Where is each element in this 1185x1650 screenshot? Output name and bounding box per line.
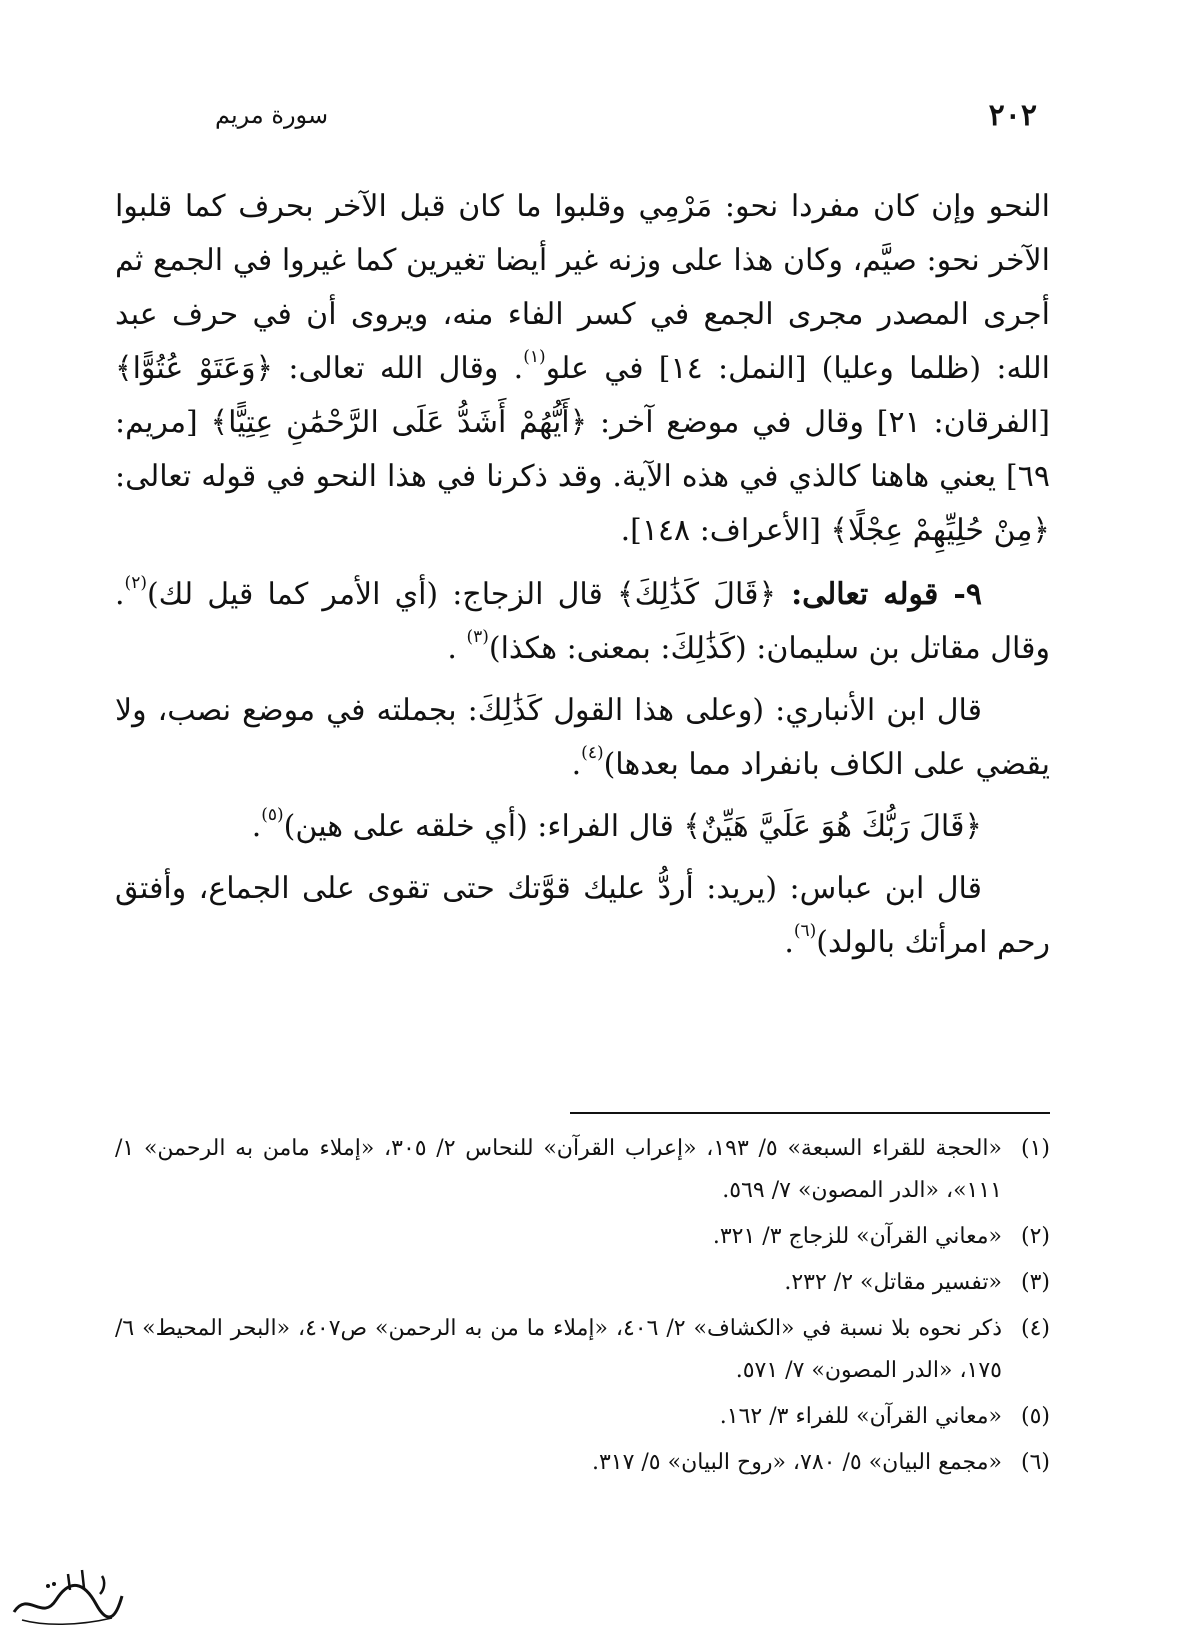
quran-verse: ﴿قَالَ كَذَٰلِكَ﴾ [617, 577, 777, 612]
footnote-text: «الحجة للقراء السبعة» ٥/ ١٩٣، «إعراب القرآن» للنحاس ٢/ ٣٠٥، «إملاء مامن به الرحمن» ١/ ١١١»، «الدر المصون» ٧/ ٥٦٩. [115, 1136, 1003, 1203]
footnote-ref-6: (٦) [793, 921, 817, 941]
footnote-number: (١) [1020, 1136, 1050, 1161]
text-run: . [447, 631, 467, 666]
text-run: . [571, 747, 582, 782]
page-number: ٢٠٢ [988, 97, 1037, 133]
footnote [115, 1396, 1050, 1438]
text-run: . وقال الله تعالى: [273, 351, 524, 386]
quran-verse: ﴿قَالَ رَبُّكَ هُوَ عَلَيَّ هَيِّنٌ﴾ [683, 809, 982, 844]
footnote [115, 1262, 1050, 1304]
paragraph-1 [115, 180, 1050, 558]
surah-title: سورة مريم [215, 101, 329, 129]
footnote-number: (٢) [1020, 1224, 1050, 1249]
footnote-separator [570, 1112, 1050, 1114]
paragraph-2 [115, 568, 1050, 676]
footnote [115, 1442, 1050, 1484]
footnote-text: «معاني القرآن» للزجاج ٣/ ٣٢١. [712, 1224, 1002, 1249]
text-run: . [784, 925, 794, 960]
footnote-number: (٤) [1020, 1316, 1050, 1341]
quran-verse: ﴿أَيُّهُمْ أَشَدُّ عَلَى الرَّحْمَٰنِ عِتِيًّا﴾ [210, 405, 588, 440]
paragraph-4 [115, 800, 1050, 854]
text-run: [الفرقان: ٢١] وقال في موضع آخر: [587, 405, 1050, 440]
footnote-number: (٥) [1020, 1404, 1050, 1429]
text-run: النحو وإن كان مفردا نحو: مَرْمِي وقلبوا ما كان قبل الآخر بحرف كما قلبوا الآخر نحو: صيَّم، وكان هذا على وزنه غير أيضا تغيرين كما غيروا في الجمع ثم أجرى المصدر مجرى الجمع في كسر الفاء منه، ويروى أن في حرف عبد الله: (ظلما وعليا) [النمل: ١٤] في علو [115, 189, 1050, 386]
footnote [115, 1308, 1050, 1392]
watermark-logo [8, 1560, 128, 1638]
footnote-number: (٣) [1020, 1270, 1050, 1295]
footnotes [115, 1128, 1050, 1488]
footnote-ref-4: (٤) [581, 743, 604, 763]
footnote-ref-1: (١) [523, 347, 546, 367]
text-run: قال الزجاج: (أي الأمر كما قيل لك) [146, 577, 617, 612]
footnote-number: (٦) [1020, 1450, 1050, 1475]
paragraph-3 [115, 684, 1050, 792]
footnote-ref-2: (٢) [124, 573, 147, 593]
quran-verse: ﴿وَعَتَوْ عُتُوًّا﴾ [115, 351, 274, 386]
text-run: [مريم: ٦٩] يعني هاهنا كالذي في هذه الآية. وقد ذكرنا في هذا النحو في قوله تعالى: [115, 405, 1050, 494]
text-run: قال الفراء: (أي خلقه على هين) [283, 809, 684, 844]
footnote-text: «معاني القرآن» للفراء ٣/ ١٦٢. [719, 1404, 1002, 1429]
text-run: [الأعراف: ١٤٨]. [620, 513, 831, 548]
text-run: قال ابن الأنباري: (وعلى هذا القول كَذَٰلِكَ: بجملته في موضع نصب، ولا يقضي على الكاف بانفراد مما بعدها) [115, 693, 1050, 782]
text-run: . [251, 809, 262, 844]
footnote-ref-5: (٥) [261, 805, 284, 825]
quran-verse: ﴿مِنْ حُلِيِّهِمْ عِجْلًا﴾ [830, 513, 1050, 548]
footnote-text: «مجمع البيان» ٥/ ٧٨٠، «روح البيان» ٥/ ٣١٧. [591, 1450, 1002, 1475]
text-run: . وقال مقاتل بن سليمان: (كَذَٰلِكَ: بمعنى: هكذا) [115, 577, 1050, 666]
footnote [115, 1128, 1050, 1212]
paragraph-5 [115, 862, 1050, 970]
footnote-text: ذكر نحوه بلا نسبة في «الكشاف» ٢/ ٤٠٦، «إملاء ما من به الرحمن» ص٤٠٧، «البحر المحيط» ٦/ ١٧٥، «الدر المصون» ٧/ ٥٧١. [115, 1316, 1002, 1383]
main-text [115, 180, 1050, 978]
footnote-ref-3: (٣) [466, 627, 489, 647]
running-header [215, 95, 1037, 135]
footnote [115, 1216, 1050, 1258]
text-run: قال ابن عباس: (يريد: أردُّ عليك قوَّتك حتى تقوى على الجماع، وأفتق رحم امرأتك بالولد) [115, 871, 1050, 960]
footnote-text: «تفسير مقاتل» ٢/ ٢٣٢. [784, 1270, 1002, 1295]
verse-number-label: ٩- قوله تعالى: [776, 577, 982, 612]
